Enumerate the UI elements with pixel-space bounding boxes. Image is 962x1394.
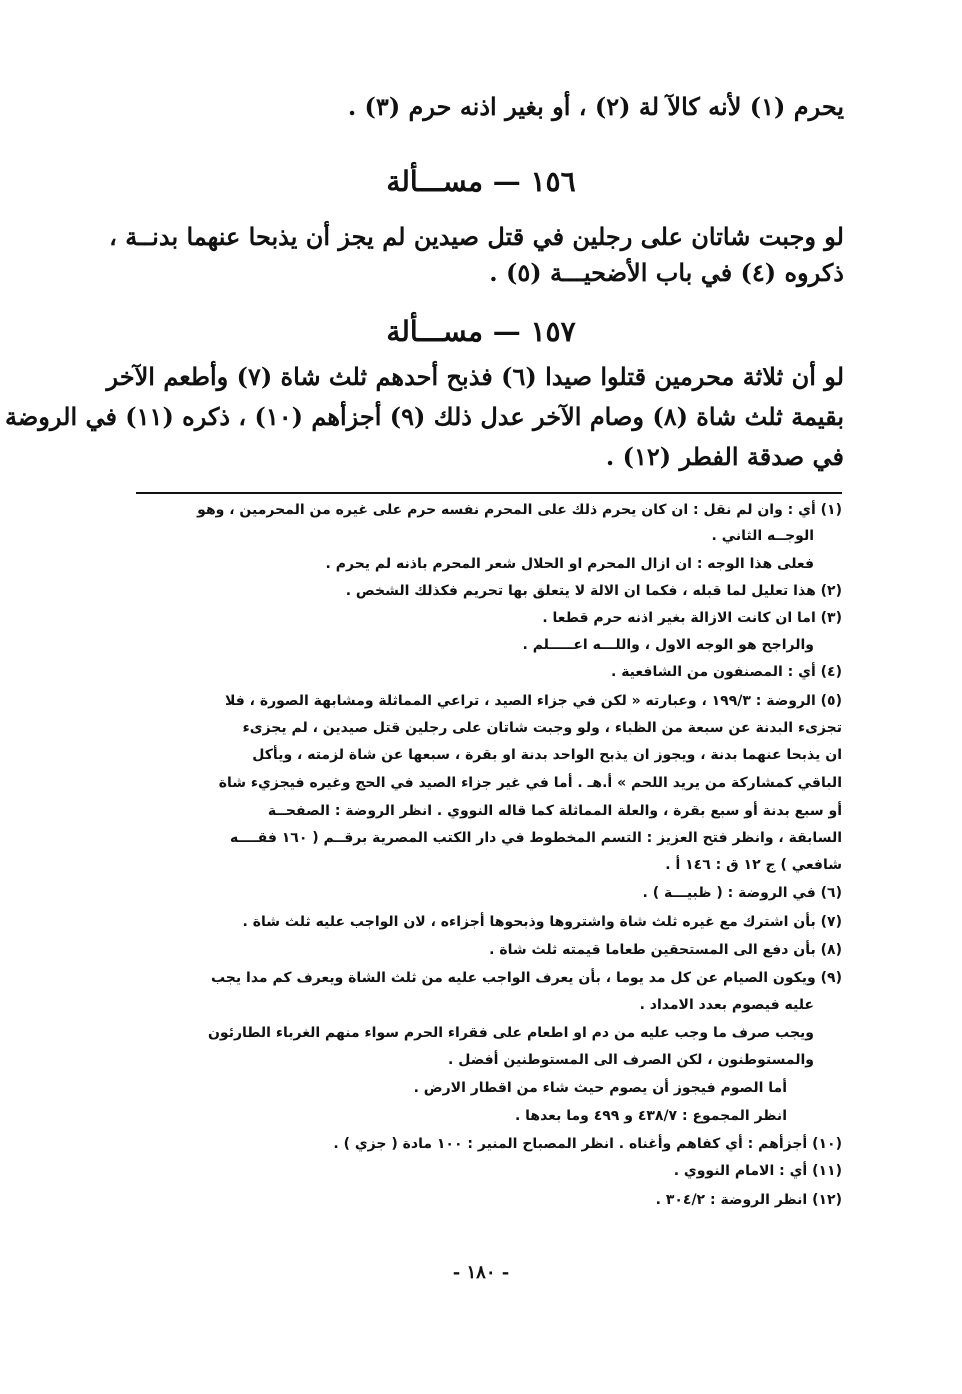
- section-heading-156: ١٥٦ — مســـألة: [386, 165, 576, 198]
- section-156-line-1: لو وجبت شاتان على رجلين في قتل صيدين لم يجز أن يذبحا عنهما بدنــة ،: [109, 222, 844, 251]
- footnote-line: (٩) ويكون الصيام عن كل مد يوما ، بأن يعرف الواجب عليه من ثلث الشاة ويعرف كم مدا يجب: [210, 970, 842, 986]
- footnote-line: (٦) في الروضة : ( ظبيـــة ) .: [642, 885, 842, 901]
- footnote-line: ان يذبحا عنهما بدنة ، ويجوز ان يذبح الواحد بدنة او بقرة ، سبعها عن شاة لزمته ، ويأكل: [252, 747, 842, 763]
- footnote-line: (١٢) انظر الروضة : ٣٠٤/٢ .: [655, 1192, 842, 1208]
- footnote-line: (٨) بأن دفع الى المستحقين طعاما قيمته ثلث شاة .: [489, 942, 842, 958]
- footnote-line: (٤) أي : المصنفون من الشافعية .: [611, 664, 842, 680]
- footnote-line: انظر المجموع : ٤٣٨/٧ و ٤٩٩ وما بعدها .: [514, 1108, 787, 1124]
- section-157-line-1: لو أن ثلاثة محرمين قتلوا صيدا (٦) فذبح أحدهم ثلث شاة (٧) وأطعم الآخر: [106, 362, 844, 391]
- page-number: - ١٨٠ -: [452, 1262, 510, 1283]
- intro-line: يحرم (١) لأنه كالآ لة (٢) ، أو بغير اذنه حرم (٣) .: [347, 92, 844, 121]
- footnote-line: (١٠) أجزأهم : أي كفاهم وأغناه . انظر المصباح المنير : ١٠٠ مادة ( جزي ) .: [333, 1136, 842, 1152]
- footnote-line: (١) أي : وان لم نقل : ان كان يحرم ذلك على المحرم نفسه حرم على غيره من المحرمين ، وهو: [197, 502, 842, 518]
- footnote-line: والمستوطنون ، لكن الصرف الى المستوطنين أفضل .: [448, 1052, 814, 1068]
- footnote-line: شافعي ) ج ١٢ ق : ١٤٦ أ .: [665, 857, 842, 873]
- footnote-line: السابقة ، وانظر فتح العزيز : التسم المخطوط في دار الكتب المصرية برقــم ( ١٦٠ فقــــه: [230, 830, 842, 846]
- footnote-line: أما الصوم فيجوز أن يصوم حيث شاء من اقطار الارض .: [413, 1080, 787, 1096]
- footnote-line: فعلى هذا الوجه : ان ازال المحرم او الحلال شعر المحرم باذنه لم يحرم .: [325, 556, 814, 572]
- footnote-line: أو سبع بدنة أو سبع بقرة ، والعلة المماثلة كما قاله النووي . انظر الروضة : الصفحــة: [267, 803, 842, 819]
- footnote-line: الباقي كمشاركة من يريد اللحم » أ.هـ . أما في غير جزاء الصيد في الحج وغيره فيجزيء شاة: [218, 775, 842, 791]
- footnote-line: (٥) الروضة : ١٩٩/٣ ، وعبارته « لكن في جزاء الصيد ، تراعي المماثلة ومشابهة الصورة ، فلا: [224, 693, 842, 709]
- footnote-line: ويجب صرف ما وجب عليه من دم او اطعام على فقراء الحرم سواء منهم الغرباء الطارئون: [207, 1025, 814, 1041]
- footnote-line: (١١) أي : الامام النووي .: [673, 1163, 842, 1179]
- footnote-line: الوجــه الثاني .: [711, 528, 814, 544]
- section-156-line-2: ذكروه (٤) في باب الأضحيـــة (٥) .: [489, 258, 844, 287]
- footnote-line: والراجح هو الوجه الاول ، واللـــه اعـــــلم .: [522, 637, 814, 653]
- footnote-line: (٣) اما ان كانت الازالة بغير اذنه حرم قطعا .: [542, 610, 842, 626]
- footnote-line: (٢) هذا تعليل لما قبله ، فكما ان الالة لا يتعلق بها تحريم فكذلك الشخص .: [345, 583, 842, 599]
- footnote-line: تجزىء البدنة عن سبعة من الظباء ، ولو وجبت شاتان على رجلين قتل صيدين ، لم يجزىء: [242, 720, 842, 736]
- footnote-line: عليه فيصوم بعدد الامداد .: [639, 997, 814, 1013]
- footnote-separator: [136, 492, 842, 494]
- section-157-line-2: بقيمة ثلث شاة (٨) وصام الآخر عدل ذلك (٩) أجزأهم (١٠) ، ذكره (١١) في الروضة: [5, 402, 844, 431]
- footnote-line: (٧) بأن اشترك مع غيره ثلث شاة واشتروها وذبحوها أجزاءه ، لان الواجب عليه ثلث شاة .: [242, 914, 842, 930]
- section-157-line-3: في صدقة الفطر (١٢) .: [605, 442, 844, 471]
- section-heading-157: ١٥٧ — مســـألة: [386, 315, 576, 348]
